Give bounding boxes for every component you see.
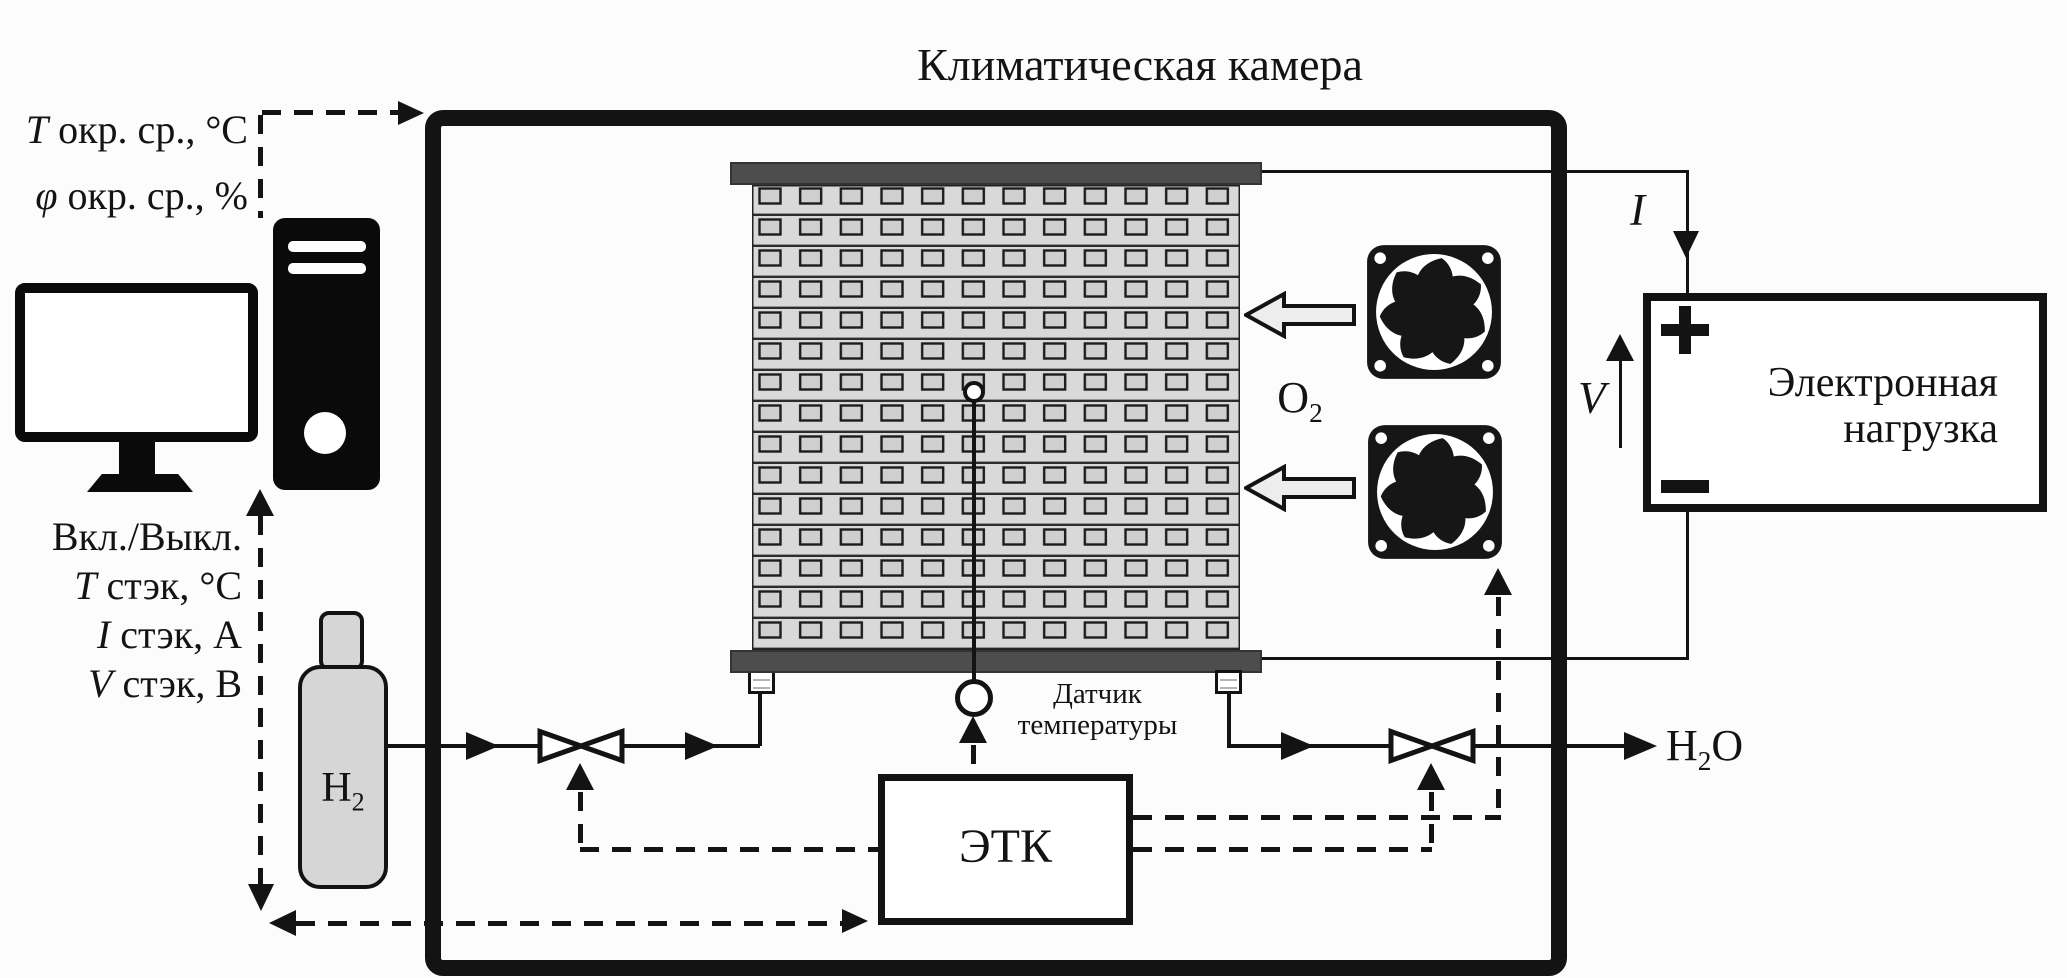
stack-top-plate [730, 162, 1262, 185]
fan-control-arrowhead-icon [1484, 568, 1512, 595]
port-hatch-icon [753, 675, 770, 689]
pc-link-dashed-line-vertical [258, 516, 263, 884]
electronic-load-label: Электронная нагрузка [1767, 360, 1998, 452]
stack-cathode-port [1215, 670, 1242, 694]
fan-icon [1363, 243, 1505, 381]
current-arrowhead-icon [1673, 231, 1699, 258]
plus-terminal-icon [1661, 306, 1709, 354]
ambient-signal-dashed-line-horizontal [262, 110, 398, 115]
water-outlet-valve-icon [1388, 728, 1476, 764]
stack-signals-label-block [16, 512, 242, 708]
pc-tower-power-button-icon [304, 412, 346, 454]
ambient-humidity-units: окр. ср., % [57, 173, 248, 218]
page-title: Климатическая камера [917, 39, 1363, 90]
pc-tower-vent-slot-icon [288, 263, 366, 274]
ambient-temp-variable: T [25, 107, 49, 152]
fan-control-dashed-horizontal [1133, 815, 1501, 820]
negative-wire-horizontal [1262, 657, 1689, 660]
airflow-arrow-icon [1244, 291, 1356, 339]
negative-wire-vertical [1686, 511, 1689, 659]
temperature-sensor-label: Датчик температуры [1017, 678, 1178, 741]
pc-monitor-base-icon [87, 474, 193, 492]
hydrogen-cylinder-neck-icon [319, 611, 364, 671]
port-hatch-icon [1220, 675, 1237, 689]
stack-current-label: I стэк, А [96, 612, 242, 657]
positive-wire-horizontal [1262, 170, 1689, 173]
pc-tower-vent-slot-icon [288, 241, 366, 252]
ambient-humidity-label [18, 172, 248, 219]
voltage-label: V [1578, 373, 1606, 423]
airflow-arrow-icon [1244, 464, 1356, 512]
water-out-arrowhead-icon [1624, 732, 1657, 760]
pc-link-left-arrowhead-icon [269, 910, 296, 936]
voltage-arrow-line [1619, 358, 1622, 448]
pc-monitor-icon [15, 283, 258, 442]
fan-control-dashed-vertical [1496, 597, 1501, 815]
water-valve-control-arrowhead-icon [1417, 763, 1445, 790]
pc-monitor-stand-icon [119, 442, 155, 476]
hydrogen-label: $H_2$ [321, 765, 365, 817]
h2-pipe-riser-line [758, 694, 762, 746]
fuel-cell-stack [752, 185, 1240, 650]
stack-anode-port [748, 670, 775, 694]
water-valve-control-dashed-horizontal [1133, 847, 1432, 852]
pc-etk-dashed-line-horizontal [296, 921, 842, 926]
h2-flow-arrowhead-icon [685, 732, 718, 760]
minus-terminal-icon [1661, 480, 1709, 493]
stack-bottom-plate [730, 650, 1262, 673]
current-label: I [1630, 185, 1645, 235]
ambient-signal-dashed-line-vertical [258, 115, 263, 218]
water-output-label: $H_2O$ [1666, 721, 1744, 776]
stack-probe-dot-icon [963, 381, 985, 403]
h2-inlet-valve-icon [537, 728, 625, 764]
h2-valve-control-dashed-horizontal [580, 847, 878, 852]
oxygen-label: $O_2$ [1277, 373, 1323, 428]
temperature-sensor-icon [955, 679, 993, 717]
h2-flow-arrowhead-icon [466, 732, 499, 760]
temp-sensor-dashed-stem [971, 745, 976, 775]
ambient-humidity-variable: φ [35, 173, 58, 218]
pc-etk-right-arrowhead-icon [842, 909, 868, 933]
ambient-temp-units: окр. ср., °C [48, 107, 248, 152]
water-pipe-riser-line [1227, 694, 1231, 746]
temp-probe-line [972, 398, 976, 681]
temp-sensor-arrowhead-icon [959, 716, 987, 743]
ambient-temperature-label [18, 106, 248, 153]
water-flow-arrowhead-icon [1281, 732, 1314, 760]
fan-icon [1365, 423, 1505, 561]
onoff-label: Вкл./Выкл. [51, 514, 242, 559]
h2-valve-control-arrowhead-icon [566, 763, 594, 790]
voltage-arrowhead-icon [1606, 334, 1634, 361]
stack-voltage-label: V стэк, В [88, 661, 242, 706]
pc-link-down-arrowhead-icon [248, 884, 274, 911]
h2-valve-control-dashed-vertical [578, 792, 583, 848]
pc-link-up-arrowhead-icon [246, 489, 274, 516]
etk-label: ЭТК [958, 820, 1053, 873]
ambient-signal-arrowhead-icon [398, 101, 424, 125]
stack-temp-label: T стэк, °C [74, 563, 242, 608]
water-valve-control-dashed-vertical [1429, 792, 1434, 848]
